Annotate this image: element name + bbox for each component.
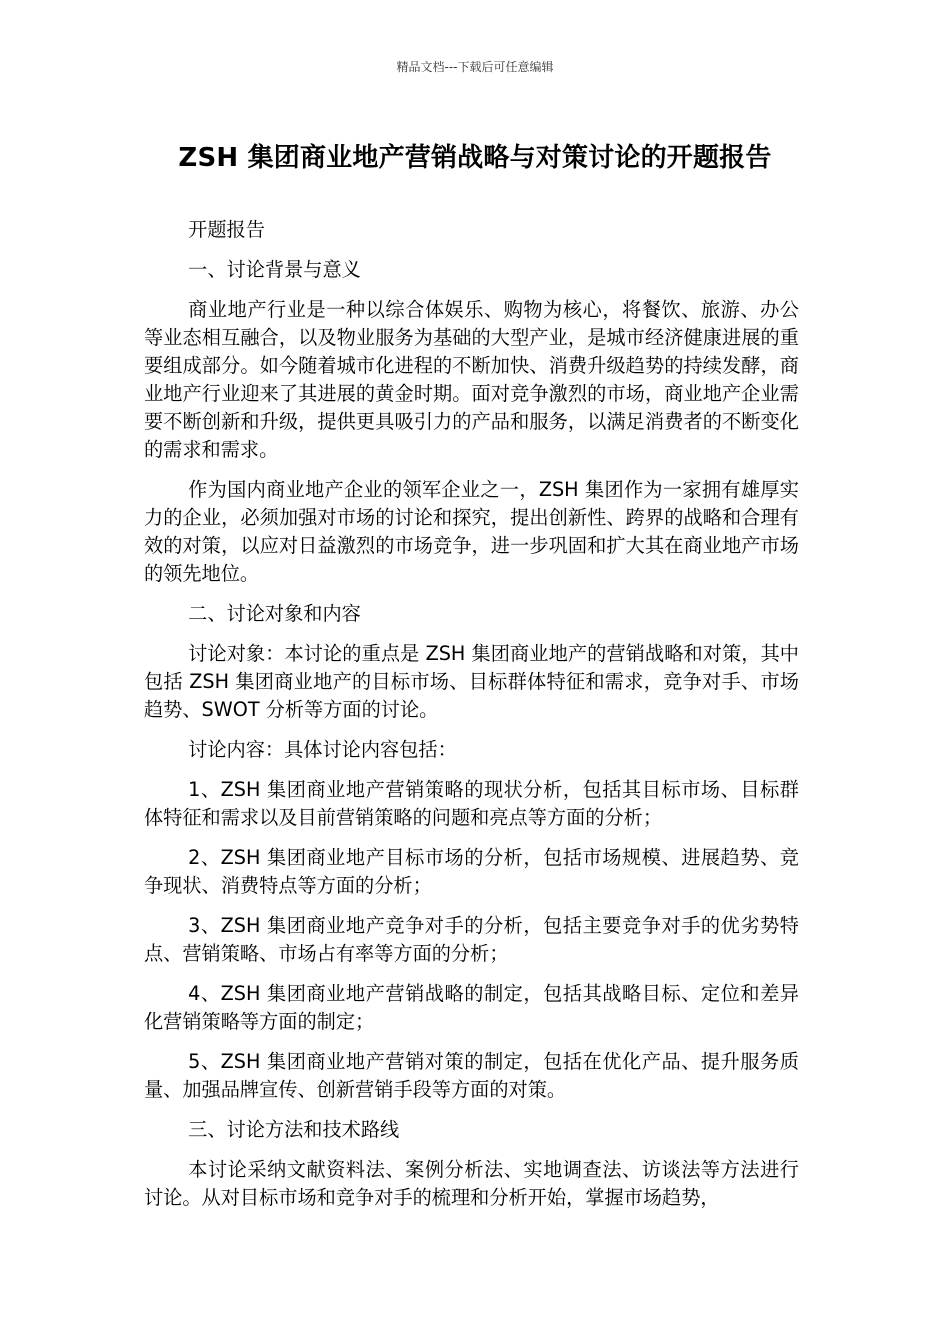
section-heading-background: 一、讨论背景与意义: [188, 258, 361, 281]
document-title: ZSH 集团商业地产营销战略与对策讨论的开题报告: [178, 143, 772, 173]
paragraph-background: 商业地产行业是一种以综合体娱乐、购物为核心，将餐饮、旅游、办公等业态相互融合，以及物业服务为基础的大型产业，是城市经济健康进展的重要组成部分。如今随着城市化进程的不断加快、消费升级趋势的持续发酵，商业地产行业迎来了其进展的黄金时期。面对竞争激烈的市场，商业地产企业需要不断创新和升级，提供更具吸引力的产品和服务，以满足消费者的不断变化的需求和需求。: [144, 298, 799, 461]
page-header: 精品文档---下载后可任意编辑: [396, 60, 554, 74]
document-body: [144, 216, 799, 1224]
list-item-1: 1、ZSH 集团商业地产营销策略的现状分析，包括其目标市场、目标群体特征和需求以及目前营销策略的问题和亮点等方面的分析；: [144, 778, 799, 829]
paragraph-report-label: 开题报告: [188, 218, 265, 241]
paragraph-zsh-position: 作为国内商业地产企业的领军企业之一，ZSH 集团作为一家拥有雄厚实力的企业，必须加强对市场的讨论和探究，提出创新性、跨界的战略和合理有效的对策，以应对日益激烈的市场竞争，进一步巩固和扩大其在商业地产市场的领先地位。: [144, 478, 799, 585]
list-item-3: 3、ZSH 集团商业地产竞争对手的分析，包括主要竞争对手的优劣势特点、营销策略、市场占有率等方面的分析；: [144, 914, 799, 965]
list-item-5: 5、ZSH 集团商业地产营销对策的制定，包括在优化产品、提升服务质量、加强品牌宣传、创新营销手段等方面的对策。: [144, 1050, 799, 1101]
section-heading-object-content: 二、讨论对象和内容: [188, 602, 361, 625]
paragraph-methods: 本讨论采纳文献资料法、案例分析法、实地调查法、访谈法等方法进行讨论。从对目标市场和竞争对手的梳理和分析开始，掌握市场趋势，: [144, 1158, 799, 1209]
paragraph-discussion-content: 讨论内容：具体讨论内容包括：: [188, 738, 457, 761]
list-item-4: 4、ZSH 集团商业地产营销战略的制定，包括其战略目标、定位和差异化营销策略等方面的制定；: [144, 982, 799, 1033]
section-heading-methods: 三、讨论方法和技术路线: [188, 1118, 400, 1141]
list-item-2: 2、ZSH 集团商业地产目标市场的分析，包括市场规模、进展趋势、竞争现状、消费特点等方面的分析；: [144, 846, 799, 897]
paragraph-discussion-object: 讨论对象：本讨论的重点是 ZSH 集团商业地产的营销战略和对策，其中包括 ZSH 集团商业地产的目标市场、目标群体特征和需求，竞争对手、市场趋势、SWOT 分析等方面的讨论。: [144, 642, 799, 721]
